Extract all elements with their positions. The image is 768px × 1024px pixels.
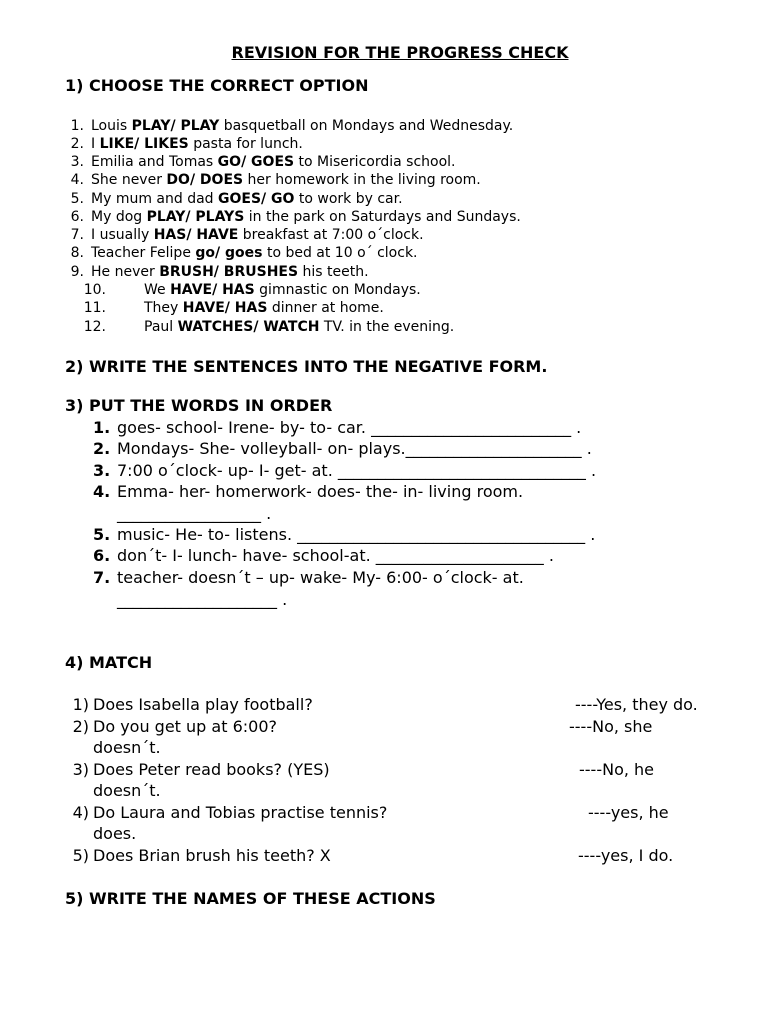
match-answer: ----No, he xyxy=(579,760,655,779)
match-question: 4) Do Laura and Tobias practise tennis? xyxy=(72,803,388,822)
list-item: 12. Paul WATCHES/ WATCH TV. in the evening. xyxy=(83,319,455,335)
match-answer: ----yes, I do. xyxy=(578,846,674,865)
match-question: 2) Do you get up at 6:00? xyxy=(72,717,278,736)
section-number: 3) xyxy=(65,396,84,415)
match-question: 3) Does Peter read books? (YES) xyxy=(72,760,330,779)
list-item: 9. He never BRUSH/ BRUSHES his teeth. xyxy=(70,264,369,280)
page-title: REVISION FOR THE PROGRESS CHECK xyxy=(231,43,569,62)
section-5-heading xyxy=(65,889,436,908)
section-3-heading xyxy=(65,396,332,415)
list-item: 4. Emma- her- homerwork- does- the- in- living room. xyxy=(93,482,524,501)
section-number: 2) xyxy=(65,357,84,376)
section-title: WRITE THE SENTENCES INTO THE NEGATIVE FORM. xyxy=(89,357,548,376)
list-item: 11. They HAVE/ HAS dinner at home. xyxy=(83,300,384,316)
match-answer: ----Yes, they do. xyxy=(575,695,698,714)
list-item: 4. She never DO/ DOES her homework in the living room. xyxy=(70,172,481,188)
section-2-heading xyxy=(65,357,547,376)
list-item: 8. Teacher Felipe go/ goes to bed at 10 o´ clock. xyxy=(70,245,418,261)
list-item: 10. We HAVE/ HAS gimnastic on Mondays. xyxy=(83,282,421,298)
section-title: PUT THE WORDS IN ORDER xyxy=(89,396,333,415)
section-number: 4) xyxy=(65,653,84,672)
list-item: 5. music- He- to- listens. ____________________________________ . xyxy=(93,525,596,544)
match-question: 5) Does Brian brush his teeth? X xyxy=(72,846,331,865)
section-1-heading xyxy=(65,76,369,95)
list-item: 7. teacher- doesn´t – up- wake- My- 6:00- o´clock- at. xyxy=(93,568,524,587)
section-title: CHOOSE THE CORRECT OPTION xyxy=(89,76,369,95)
section-title: MATCH xyxy=(89,653,153,672)
match-answer-continued: doesn´t. xyxy=(93,738,161,757)
section-number: 1) xyxy=(65,76,84,95)
match-answer: ----No, she xyxy=(569,717,653,736)
answer-line[interactable]: ____________________ . xyxy=(117,590,288,609)
list-item: 1. goes- school- Irene- by- to- car. _________________________ . xyxy=(93,418,582,437)
list-item: 2. Mondays- She- volleyball- on- plays.______________________ . xyxy=(93,439,592,458)
list-item: 6. don´t- I- lunch- have- school-at. _____________________ . xyxy=(93,546,554,565)
list-item: 1. Louis PLAY/ PLAY basquetball on Mondays and Wednesday. xyxy=(70,118,514,134)
list-item: 2. I LIKE/ LIKES pasta for lunch. xyxy=(70,136,303,152)
match-answer-continued: does. xyxy=(93,824,137,843)
list-item: 6. My dog PLAY/ PLAYS in the park on Saturdays and Sundays. xyxy=(70,209,521,225)
match-answer-continued: doesn´t. xyxy=(93,781,161,800)
list-item: 7. I usually HAS/ HAVE breakfast at 7:00 o´clock. xyxy=(70,227,424,243)
list-item: 5. My mum and dad GOES/ GO to work by car. xyxy=(70,191,403,207)
match-question: 1) Does Isabella play football? xyxy=(72,695,313,714)
answer-line[interactable]: __________________ . xyxy=(117,504,272,523)
section-number: 5) xyxy=(65,889,84,908)
section-4-heading xyxy=(65,653,152,672)
section-title: WRITE THE NAMES OF THESE ACTIONS xyxy=(89,889,436,908)
list-item: 3. Emilia and Tomas GO/ GOES to Misericordia school. xyxy=(70,154,456,170)
match-answer: ----yes, he xyxy=(588,803,669,822)
list-item: 3. 7:00 o´clock- up- I- get- at. _______________________________ . xyxy=(93,461,597,480)
